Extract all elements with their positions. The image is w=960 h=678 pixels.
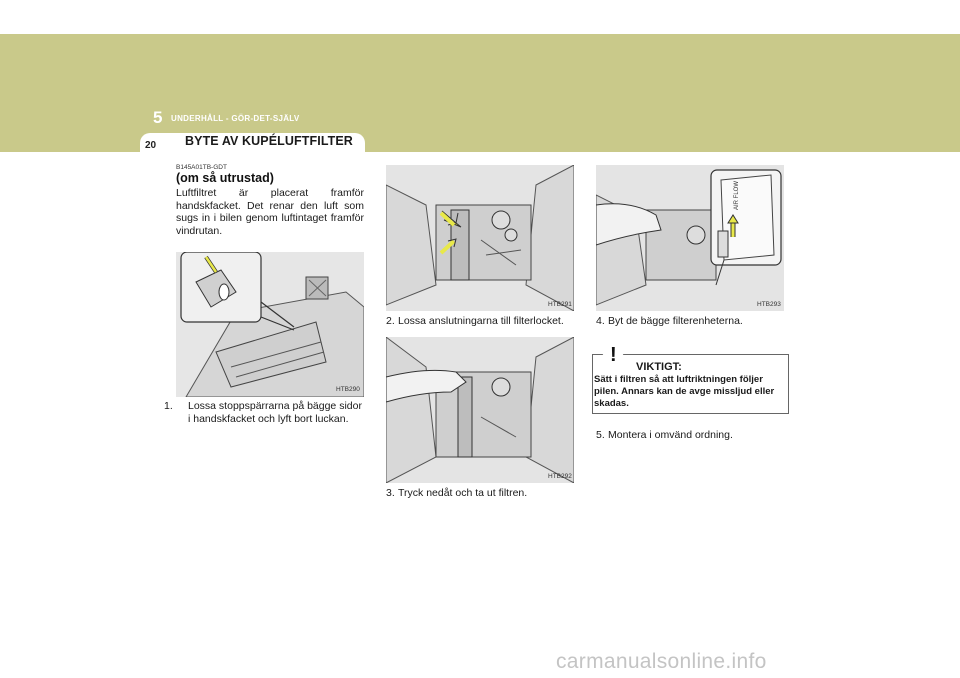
figure-code: HTB292 (548, 473, 572, 480)
step-1 (164, 400, 366, 425)
watermark: carmanualsonline.info (556, 650, 767, 673)
step-number: 5. (596, 429, 605, 441)
step-text: Montera i omvänd ordning. (608, 429, 733, 441)
step-text: Byt de bägge filterenheterna. (608, 315, 743, 327)
intro-subtitle: (om så utrustad) (176, 171, 274, 185)
airflow-label: AIR FLOW (734, 180, 740, 210)
step-2 (386, 315, 586, 328)
svg-text:!: ! (610, 344, 617, 366)
figure-code: HTB291 (548, 301, 572, 308)
step-text: Lossa anslutningarna till filterlocket. (398, 315, 564, 327)
warning-triangle-icon (596, 336, 630, 366)
figure-remove-filter (386, 337, 574, 483)
figure-code: HTB293 (757, 301, 781, 308)
chapter-title: UNDERHÅLL - GÖR-DET-SJÄLV (171, 114, 300, 123)
figure-replace-filter (596, 165, 784, 311)
step-number: 4. (596, 315, 605, 327)
section-title: BYTE AV KUPÉLUFTFILTER (185, 134, 353, 148)
step-number: 2. (386, 315, 395, 327)
step-3 (386, 487, 586, 500)
intro-paragraph: Luftfiltret är placerat framför handskfacket. Det renar den luft som sugs in i bilen genom luftintaget framför vindrutan. (176, 187, 364, 237)
step-5 (596, 429, 796, 442)
chapter-number: 5 (153, 108, 163, 127)
intro-code: B145A01TB-GDT (176, 164, 227, 171)
step-text: Tryck nedåt och ta ut filtren. (398, 487, 528, 499)
step-text: Lossa stoppspärrarna på bägge sidor i handskfacket och lyft bort luckan. (188, 400, 362, 425)
step-number: 3. (386, 487, 395, 499)
step-4 (596, 315, 796, 328)
figure-glovebox (176, 252, 364, 397)
warning-text: Sätt i filtren så att luftriktningen följer pilen. Annars kan de avge missljud eller skadas. (594, 374, 775, 409)
figure-filter-cover (386, 165, 574, 311)
step-number: 1. (164, 400, 173, 412)
warning-title: VIKTIGT: (636, 361, 682, 373)
page-number: 20 (145, 140, 157, 151)
figure-code: HTB290 (336, 386, 360, 393)
